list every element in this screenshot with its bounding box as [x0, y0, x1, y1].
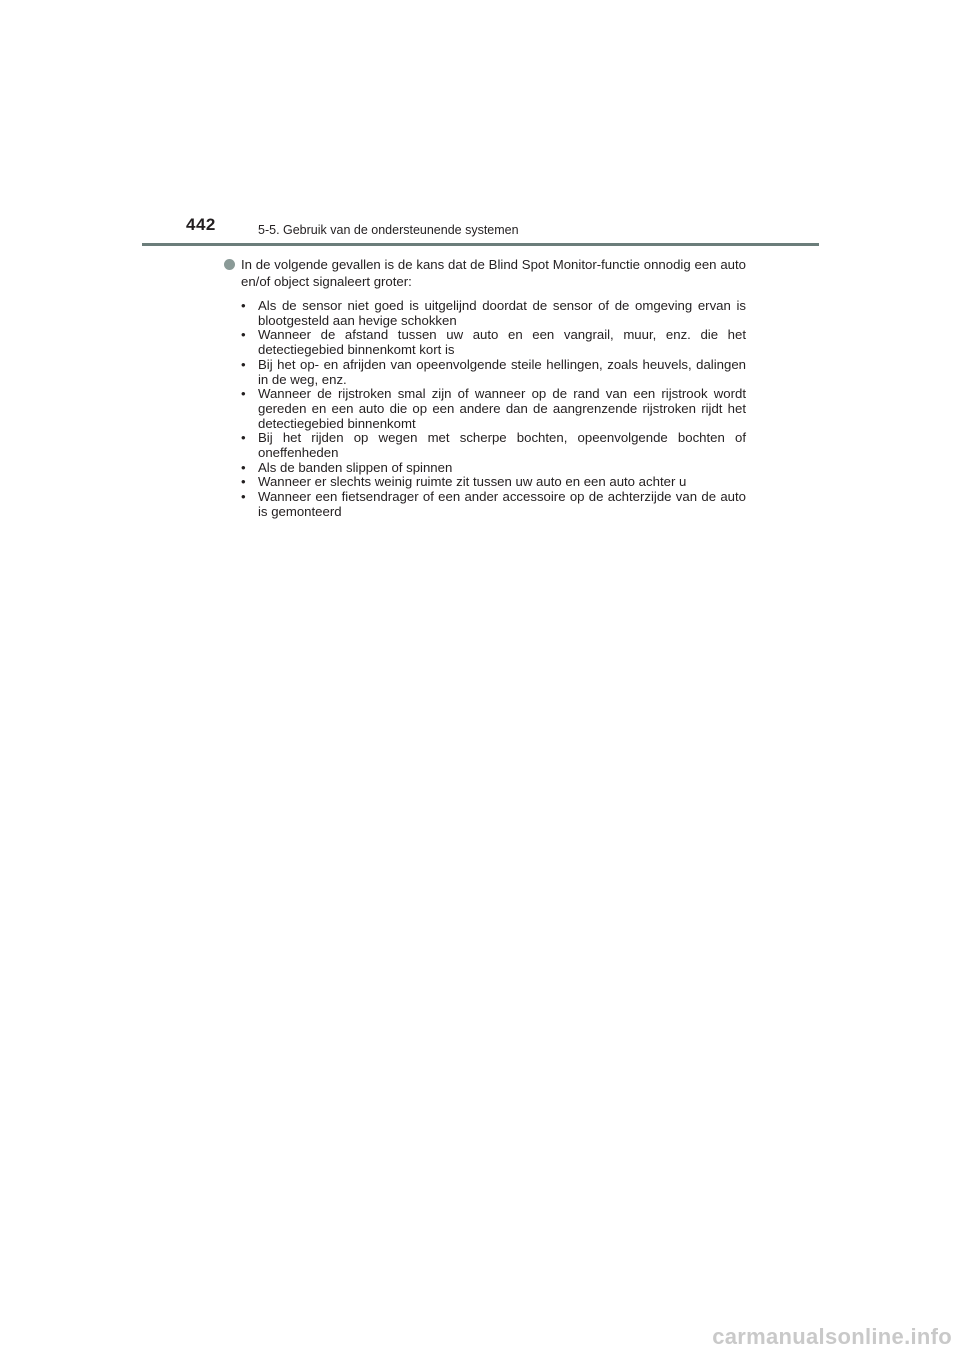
watermark: carmanualsonline.info [712, 1324, 952, 1349]
list-item: • Als de sensor niet goed is uitgelijnd doordat de sensor of de omgeving ervan is blootgesteld aan hevige schokken [241, 298, 746, 328]
bullet-icon: • [241, 356, 246, 372]
bullet-icon: • [241, 474, 246, 490]
bullet-icon: • [241, 298, 246, 313]
page-number: 442 [186, 215, 216, 234]
intro-text: In de volgende gevallen is de kans dat de Blind Spot Monitor-functie onnodig een auto en/of object signaleert groter: [241, 257, 746, 289]
list-item: • Wanneer de rijstroken smal zijn of wanneer op de rand van een rijstrook wordt gereden en een auto die op een andere dan de aangrenzende rijstroken rijdt het detectiegebied binnenkomt [241, 386, 746, 431]
list-item: • Bij het op- en afrijden van opeenvolgende steile hellingen, zoals heuvels, dalingen in de weg, enz. [241, 356, 746, 387]
page-header [0, 0, 960, 250]
bullet-icon: • [241, 327, 246, 343]
circle-bullet-icon [224, 259, 235, 270]
condition-list [224, 299, 746, 520]
bullet-icon: • [241, 430, 246, 446]
intro-paragraph [224, 256, 746, 290]
bullet-icon: • [241, 386, 246, 402]
section-title: 5-5. Gebruik van de ondersteunende systemen [258, 223, 519, 237]
list-item: • Bij het rijden op wegen met scherpe bochten, opeenvolgende bochten of oneffenheden [241, 430, 746, 461]
list-item: • Als de banden slippen of spinnen [241, 459, 453, 475]
list-item: • Wanneer een fietsendrager of een ander accessoire op de achterzijde van de auto is gemonteerd [241, 489, 746, 519]
list-item: • Wanneer de afstand tussen uw auto en een vangrail, muur, enz. die het detectiegebied binnenkomt kort is [241, 327, 746, 358]
header-rule [142, 243, 819, 246]
list-item: • Wanneer er slechts weinig ruimte zit tussen uw auto en een auto achter u [241, 474, 687, 490]
bullet-icon: • [241, 489, 246, 505]
bullet-icon: • [241, 459, 246, 475]
main-content [224, 256, 746, 520]
